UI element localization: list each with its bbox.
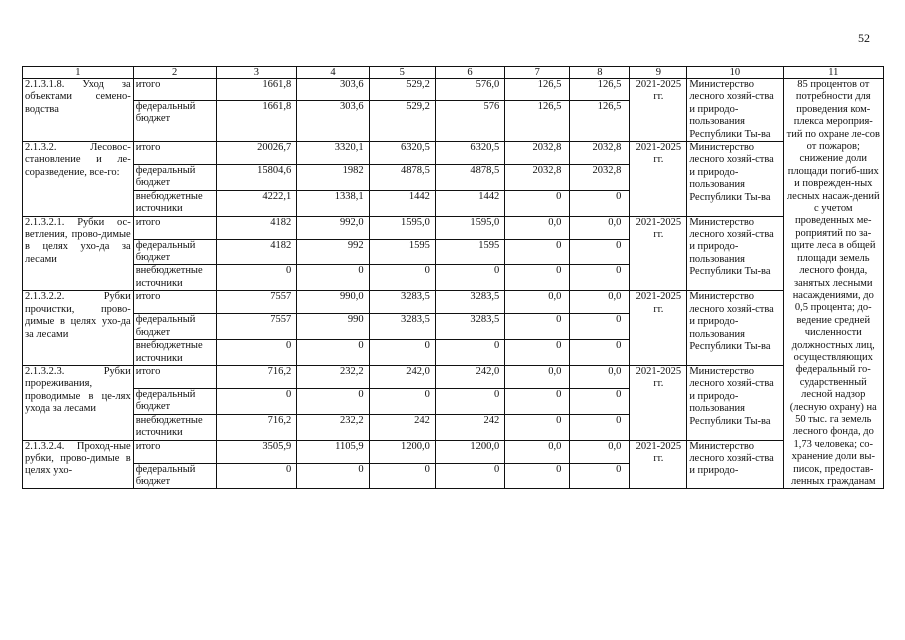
amount-cell: 0 (216, 340, 297, 366)
amount-cell: 126,5 (505, 100, 570, 142)
header-row (23, 67, 884, 79)
amount-cell: 0 (435, 340, 504, 366)
amount-cell: 303,6 (297, 100, 369, 142)
amount-cell: 992 (297, 239, 369, 265)
funding-source: итого (133, 291, 216, 314)
amount-cell: 0 (369, 388, 435, 414)
executor: Министерство лесного хозяй-ства и природо-пользования Республики Ты-ва (687, 291, 783, 366)
amount-cell: 0 (570, 463, 630, 489)
amount-cell: 0 (505, 340, 570, 366)
table-row (23, 142, 884, 165)
amount-cell: 0 (216, 463, 297, 489)
column-header: 6 (435, 67, 504, 79)
amount-cell: 1661,8 (216, 100, 297, 142)
activity-name: 2.1.3.1.8. Уход за объектами семено-водства (23, 79, 134, 142)
amount-cell: 0 (369, 463, 435, 489)
activity-name: 2.1.3.2. Лесовос-становление и ле-соразведение, все-го: (23, 142, 134, 217)
amount-cell: 0,0 (570, 291, 630, 314)
amount-cell: 1442 (369, 190, 435, 216)
executor: Министерство лесного хозяй-ства и природо- (687, 440, 783, 489)
page-number: 52 (858, 31, 870, 45)
amount-cell: 990,0 (297, 291, 369, 314)
amount-cell: 242 (435, 414, 504, 440)
amount-cell: 2032,8 (505, 142, 570, 165)
amount-cell: 3283,5 (435, 291, 504, 314)
funding-source: внебюджетные источники (133, 340, 216, 366)
amount-cell: 0 (570, 414, 630, 440)
amount-cell: 7557 (216, 314, 297, 340)
table-row (23, 79, 884, 101)
funding-source: итого (133, 142, 216, 165)
amount-cell: 3283,5 (369, 291, 435, 314)
amount-cell: 232,2 (297, 365, 369, 388)
table-row (23, 365, 884, 388)
amount-cell: 1595 (435, 239, 504, 265)
funding-source: внебюджетные источники (133, 190, 216, 216)
activity-name: 2.1.3.2.1. Рубки ос-ветления, прово-димые в целях ухо-да за лесами (23, 216, 134, 291)
amount-cell: 1105,9 (297, 440, 369, 463)
executor: Министерство лесного хозяй-ства и природо-пользования Республики Ты-ва (687, 216, 783, 291)
column-header: 2 (133, 67, 216, 79)
amount-cell: 0 (297, 340, 369, 366)
activity-name: 2.1.3.2.3. Рубки прореживания, проводимые в це-лях ухода за лесами (23, 365, 134, 440)
column-header: 4 (297, 67, 369, 79)
amount-cell: 0 (570, 239, 630, 265)
amount-cell: 0 (570, 388, 630, 414)
funding-source: федеральный бюджет (133, 239, 216, 265)
column-header: 10 (687, 67, 783, 79)
amount-cell: 0 (435, 463, 504, 489)
amount-cell: 2032,8 (505, 165, 570, 191)
amount-cell: 0 (505, 463, 570, 489)
program-table (22, 66, 884, 489)
amount-cell: 6320,5 (435, 142, 504, 165)
amount-cell: 0 (297, 463, 369, 489)
amount-cell: 1338,1 (297, 190, 369, 216)
amount-cell: 716,2 (216, 365, 297, 388)
amount-cell: 126,5 (570, 79, 630, 101)
funding-source: федеральный бюджет (133, 314, 216, 340)
amount-cell: 0 (505, 190, 570, 216)
amount-cell: 990 (297, 314, 369, 340)
funding-source: итого (133, 79, 216, 101)
executor: Министерство лесного хозяй-ства и природо-пользования Республики Ты-ва (687, 365, 783, 440)
amount-cell: 1661,8 (216, 79, 297, 101)
amount-cell: 0,0 (505, 440, 570, 463)
funding-source: федеральный бюджет (133, 388, 216, 414)
column-header: 5 (369, 67, 435, 79)
funding-source: федеральный бюджет (133, 463, 216, 489)
amount-cell: 0 (505, 414, 570, 440)
amount-cell: 0 (435, 388, 504, 414)
funding-source: внебюджетные источники (133, 414, 216, 440)
executor: Министерство лесного хозяй-ства и природо-пользования Республики Ты-ва (687, 142, 783, 217)
amount-cell: 0,0 (505, 216, 570, 239)
amount-cell: 3283,5 (369, 314, 435, 340)
amount-cell: 126,5 (505, 79, 570, 101)
amount-cell: 0 (216, 388, 297, 414)
table-row (23, 440, 884, 463)
amount-cell: 0,0 (570, 216, 630, 239)
amount-cell: 7557 (216, 291, 297, 314)
expected-results: 85 процентов от потребности для проведения ком-плекса мероприя-тий по охране ле-сов от пожаров; снижение доли площади погиб-ших и поврежден-ных лесных насаж-дений с учетом проведенных ме-роприятий по за-щите леса в общей площади земель лесного фонда, занятых лесными насаждениями, до 0,5 процента; до-ведение средней численности должностных лиц, осуществляющих федеральный го-сударственный лесной надзор (лесную охрану) на 50 тыс. га земель лесного фонда, до 1,73 человека; со-хранение доли вы-писок, предостав-ленных гражданам (783, 79, 883, 489)
activity-name: 2.1.3.2.2. Рубки прочистки, прово-димые в целях ухо-да за лесами (23, 291, 134, 366)
period: 2021-2025 гг. (630, 440, 687, 489)
amount-cell: 232,2 (297, 414, 369, 440)
amount-cell: 3283,5 (435, 314, 504, 340)
amount-cell: 0,0 (570, 440, 630, 463)
funding-source: итого (133, 440, 216, 463)
executor: Министерство лесного хозяй-ства и природо-пользования Республики Ты-ва (687, 79, 783, 142)
amount-cell: 0,0 (505, 291, 570, 314)
amount-cell: 0,0 (505, 365, 570, 388)
amount-cell: 0 (570, 265, 630, 291)
amount-cell: 15804,6 (216, 165, 297, 191)
amount-cell: 0 (505, 388, 570, 414)
amount-cell: 0,0 (570, 365, 630, 388)
amount-cell: 4182 (216, 239, 297, 265)
column-header: 3 (216, 67, 297, 79)
activity-name: 2.1.3.2.4. Проход-ные рубки, прово-димые в целях ухо- (23, 440, 134, 489)
amount-cell: 1595,0 (435, 216, 504, 239)
amount-cell: 4182 (216, 216, 297, 239)
amount-cell: 2032,8 (570, 165, 630, 191)
amount-cell: 0 (570, 190, 630, 216)
period: 2021-2025 гг. (630, 142, 687, 217)
column-header: 1 (23, 67, 134, 79)
amount-cell: 1200,0 (369, 440, 435, 463)
table-row (23, 291, 884, 314)
amount-cell: 0 (369, 340, 435, 366)
amount-cell: 0 (505, 239, 570, 265)
amount-cell: 0 (297, 388, 369, 414)
amount-cell: 0 (570, 340, 630, 366)
amount-cell: 0 (570, 314, 630, 340)
funding-source: федеральный бюджет (133, 165, 216, 191)
funding-source: внебюджетные источники (133, 265, 216, 291)
amount-cell: 126,5 (570, 100, 630, 142)
amount-cell: 4878,5 (435, 165, 504, 191)
amount-cell: 1200,0 (435, 440, 504, 463)
table-row (23, 216, 884, 239)
period: 2021-2025 гг. (630, 291, 687, 366)
amount-cell: 4878,5 (369, 165, 435, 191)
amount-cell: 529,2 (369, 100, 435, 142)
funding-source: итого (133, 216, 216, 239)
amount-cell: 1595 (369, 239, 435, 265)
amount-cell: 529,2 (369, 79, 435, 101)
amount-cell: 0 (505, 265, 570, 291)
period: 2021-2025 гг. (630, 79, 687, 142)
column-header: 7 (505, 67, 570, 79)
amount-cell: 242,0 (435, 365, 504, 388)
amount-cell: 1982 (297, 165, 369, 191)
amount-cell: 716,2 (216, 414, 297, 440)
amount-cell: 1595,0 (369, 216, 435, 239)
amount-cell: 2032,8 (570, 142, 630, 165)
amount-cell: 3505,9 (216, 440, 297, 463)
amount-cell: 0 (369, 265, 435, 291)
funding-source: федеральный бюджет (133, 100, 216, 142)
amount-cell: 0 (216, 265, 297, 291)
amount-cell: 242 (369, 414, 435, 440)
period: 2021-2025 гг. (630, 365, 687, 440)
amount-cell: 6320,5 (369, 142, 435, 165)
amount-cell: 992,0 (297, 216, 369, 239)
column-header: 9 (630, 67, 687, 79)
amount-cell: 0 (297, 265, 369, 291)
amount-cell: 242,0 (369, 365, 435, 388)
amount-cell: 576 (435, 100, 504, 142)
amount-cell: 1442 (435, 190, 504, 216)
amount-cell: 0 (505, 314, 570, 340)
period: 2021-2025 гг. (630, 216, 687, 291)
amount-cell: 20026,7 (216, 142, 297, 165)
column-header: 11 (783, 67, 883, 79)
amount-cell: 3320,1 (297, 142, 369, 165)
column-header: 8 (570, 67, 630, 79)
funding-source: итого (133, 365, 216, 388)
amount-cell: 0 (435, 265, 504, 291)
amount-cell: 4222,1 (216, 190, 297, 216)
amount-cell: 576,0 (435, 79, 504, 101)
amount-cell: 303,6 (297, 79, 369, 101)
